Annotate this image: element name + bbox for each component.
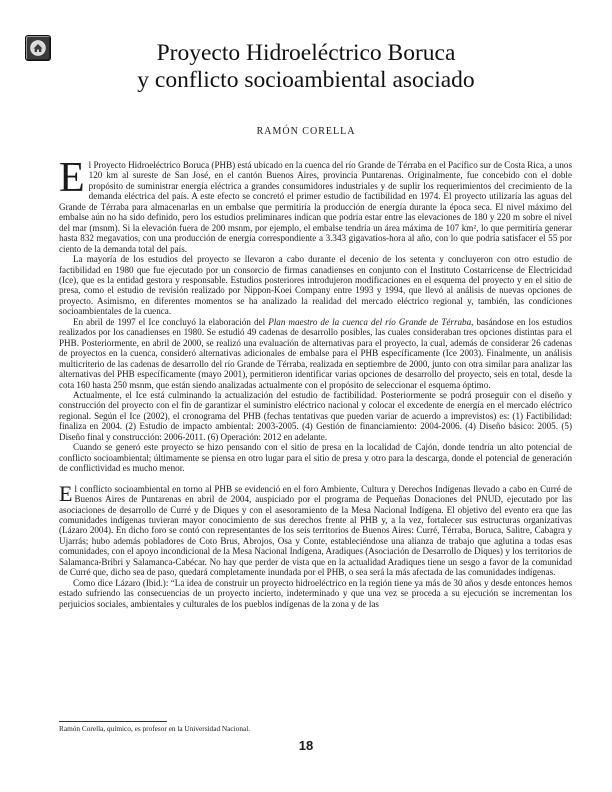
paragraph-text: l conflicto socioambiental en torno al PHB se evidenció en el foro Ambiente, Cultura y Derechos Indígenas llevado a cabo en Curré de Buenos Aires de Puntarenas en abril de 2004, auspiciado por el programa de Pequeñas Donaciones del PNUD, ejecutado por las asociaciones de desarrollo de Curré y de Diques y con el asesoramiento de la Mesa Nacional Indígena. El objetivo del evento era que las comunidades indígenas tuvieran mayor conocimiento de sus derechos frente al PHB y, a la vez, fortalecer sus estructuras organizativas (Lázaro 2004). En dicho foro se contó con representantes de los seis territorios de Buenos Aires: Curré, Térraba, Boruca, Salitre, Cabagra y Ujarrás; hubo además pobladores de Coto Brus, Abrojos, Osa y Conte, estableciéndose una alianza de trabajo que aglutina a todas esas comunidades, con el apoyo incondicional de la Mesa Nacional Indígena, Aradiques (Asociación de Desarrollo de Diques) y los territorios de Salamanca-Bribri y Salamanca-Cabécar. No hay que perder de vista que en la actualidad Aradiques tiene un sesgo a favor de la comunidad de Curré que, dicho sea de paso, quedará completamente inundada por el PHB, o sea será la más afectada de las comunidades indígenas. <box>59 483 572 578</box>
paragraph: Actualmente, el Ice está culminando la actualización del estudio de factibilidad. Posteriormente se podrá proseguir con el diseño y construcción del proyecto con el fin de garantizar el suministro eléctrico nacional y colocar el excedente de energía en el mercado eléctrico regional. Según el Ice (2002), el cronograma del PHB (fechas tentativas que pueden variar de acuerdo a imprevistos) es: (1) Factibilidad: finaliza en 2004. (2) Estudio de impacto ambiental: 2003-2005. (4) Gestión de financiamiento: 2004-2006. (4) Diseño básico: 2005. (5) Diseño final y construcción: 2006-2011. (6) Operación: 2012 en adelante. <box>59 389 572 442</box>
drop-cap: E <box>59 155 85 201</box>
title-line-1: Proyecto Hidroeléctrico Boruca <box>156 40 456 66</box>
paragraph-text: , basándose en los estudios realizados por los canadienses en 1980. Se estudió 49 cadenas de desarrollo posibles, las cuales consideraban tres opciones distintas para el PHB. Posteriormente, en abril de 2000, se realizó una evaluación de alternativas para el proyecto, la cual, además de considerar 26 cadenas de proyectos en la cuenca, consideró alternativas adicionales de embalse para el PHB específicamente (Ice 2003). Finalmente, un análisis multicriterio de las cadenas de desarrollo del río Grande de Térraba, realizada en septiembre de 2000, junto con otra similar para analizar las alternativas del PHB específicamente (mayo 2001), permitieron identificar varias opciones de desarrollo del proyecto, seis en total, desde la cota 160 hasta 250 msnm, que están siendo analizadas actualmente con el propósito de seleccionar el esquema óptimo. <box>59 316 573 390</box>
page-number: 18 <box>298 738 314 753</box>
paragraph: Como dice Lázaro (Ibid.): “La idea de construir un proyecto hidroeléctrico en la región tiene ya más de 30 años y desde entonces hemos estado sufriendo las consecuencias de un proyecto incierto, indeterminado y que una vez se proceda a su ejecución se incrementan los perjuicios sociales, ambientales y culturales de los pueblos indígenas de la zona y de las <box>59 577 572 609</box>
footnote: Ramón Corella, químico, es profesor en la Universidad Nacional. <box>59 724 251 733</box>
italic-title: Plan maestro de la cuenca del río Grande de Térraba <box>268 316 472 327</box>
drop-cap: E <box>59 480 73 506</box>
paragraph <box>59 155 572 254</box>
paragraph: Cuando se generó este proyecto se hizo pensando con el sitio de presa en la localidad de Cajón, donde tendría un alto potencial de conflicto socioambiental; últimamente se piensa en otro lugar para el sitio de presa y otro para la descarga, donde el potencial de generación de conflictividad es mucho menor. <box>59 442 572 474</box>
paragraph <box>59 480 572 578</box>
paragraph-text: l Proyecto Hidroeléctrico Boruca (PHB) está ubicado en la cuenca del río Grande de Térraba en el Pacífico sur de Costa Rica, a unos 120 km al sureste de San José, en el cantón Buenos Aires, provincia Puntarenas. Originalmente, fue concebido con el doble propósito de suministrar energía eléctrica a grandes consumidores industriales y de suplir los requerimientos del crecimiento de la demanda eléctrica del país. A este efecto se concretó el primer estudio de factibilidad en 1974. El proyecto utilizaría las aguas del Grande de Térraba para almacenarlas en un embalse que permitiría la producción de energía durante la época seca. El nivel máximo del embalse aún no ha sido definido, pero los estudios preliminares indican que podría estar entre las elevaciones de 180 y 220 m sobre el nivel del mar (msnm). Si la elevación fuera de 200 msnm, por ejemplo, el embalse tendría un área máxima de 107 km², lo que permitiría generar hasta 832 megavatios, con una producción de energía correspondiente a 3.343 gigavatios-hora al año, con lo que podría satisfacer el 55 por ciento de la demanda total del país. <box>59 160 572 254</box>
paragraph-text: En abril de 1997 el Ice concluyó la elaboración del <box>73 316 269 327</box>
article-title <box>0 40 612 94</box>
article-body <box>59 155 573 609</box>
author-name: RAMÓN CORELLA <box>256 126 356 137</box>
paragraph <box>59 317 572 390</box>
footnote-rule <box>59 721 167 722</box>
paragraph: La mayoría de los estudios del proyecto se llevaron a cabo durante el decenio de los setenta y concluyeron con otro estudio de factibilidad en 1980 que fue ejecutado por un consorcio de firmas canadienses en conjunto con el Instituto Costarricense de Electricidad (Ice), que es la entidad gestora y responsable. Estudios posteriores introdujeron modificaciones en el esquema del proyecto y en el sitio de presa, como el estudio de revisión realizado por Nippon-Koei Company entre 1993 y 1994, que llevó al análisis de nuevas opciones de proyecto. Asimismo, en diferentes momentos se ha analizado la realidad del mercado eléctrico regional y, también, las condiciones socioambientales de la cuenca. <box>59 254 572 317</box>
section-gap <box>59 474 572 484</box>
title-line-2: y conflicto socioambiental asociado <box>137 67 475 93</box>
